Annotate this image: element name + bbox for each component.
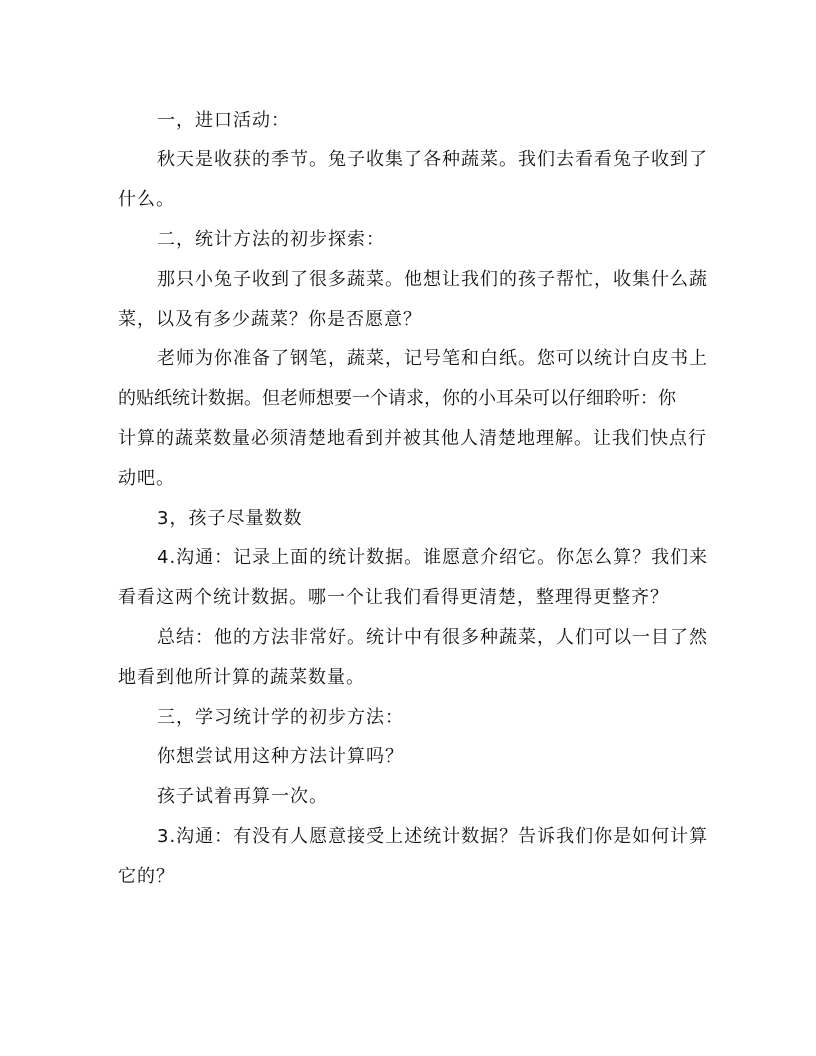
paragraph-line: 你想尝试用这种方法计算吗？ [157,746,404,767]
paragraph-line: 孩子试着再算一次。 [157,786,328,807]
paragraph-line: 总结：他的方法非常好。统计中有很多种蔬菜，人们可以一目了然 [157,627,708,648]
paragraph-line: 的贴纸统计数据。但老师想要一个请求，你的小耳朵可以仔细聆听：你 [118,388,676,409]
heading-statistics-exploration: 二，统计方法的初步探索： [157,229,385,250]
heading-statistics-methods: 三，学习统计学的初步方法： [157,707,404,728]
paragraph-line: 什么。 [118,189,175,210]
paragraph-line: 秋天是收获的季节。兔子收集了各种蔬菜。我们去看看兔子收到了 [157,149,708,170]
paragraph-line: 它的？ [118,866,175,887]
paragraph-line: 菜，以及有多少蔬菜？你是否愿意？ [118,309,422,330]
paragraph-line: 动吧。 [118,468,175,489]
step-line: 3，孩子尽量数数 [157,508,303,529]
paragraph-line: 计算的蔬菜数量必须清楚地看到并被其他人清楚地理解。让我们快点行 [118,428,707,449]
step-line: 4.沟通：记录上面的统计数据。谁愿意介绍它。你怎么算？我们来 [157,547,709,568]
paragraph-line: 老师为你准备了钢笔，蔬菜，记号笔和白纸。您可以统计白皮书上 [157,348,708,369]
heading-intro-activity: 一，进口活动： [157,110,290,131]
paragraph-line: 地看到他所计算的蔬菜数量。 [118,667,365,688]
paragraph-line: 那只小兔子收到了很多蔬菜。他想让我们的孩子帮忙，收集什么蔬 [157,269,708,290]
paragraph-line: 看看这两个统计数据。哪一个让我们看得更清楚，整理得更整齐？ [118,587,669,608]
step-line: 3.沟通：有没有人愿意接受上述统计数据？告诉我们你是如何计算 [157,826,709,847]
